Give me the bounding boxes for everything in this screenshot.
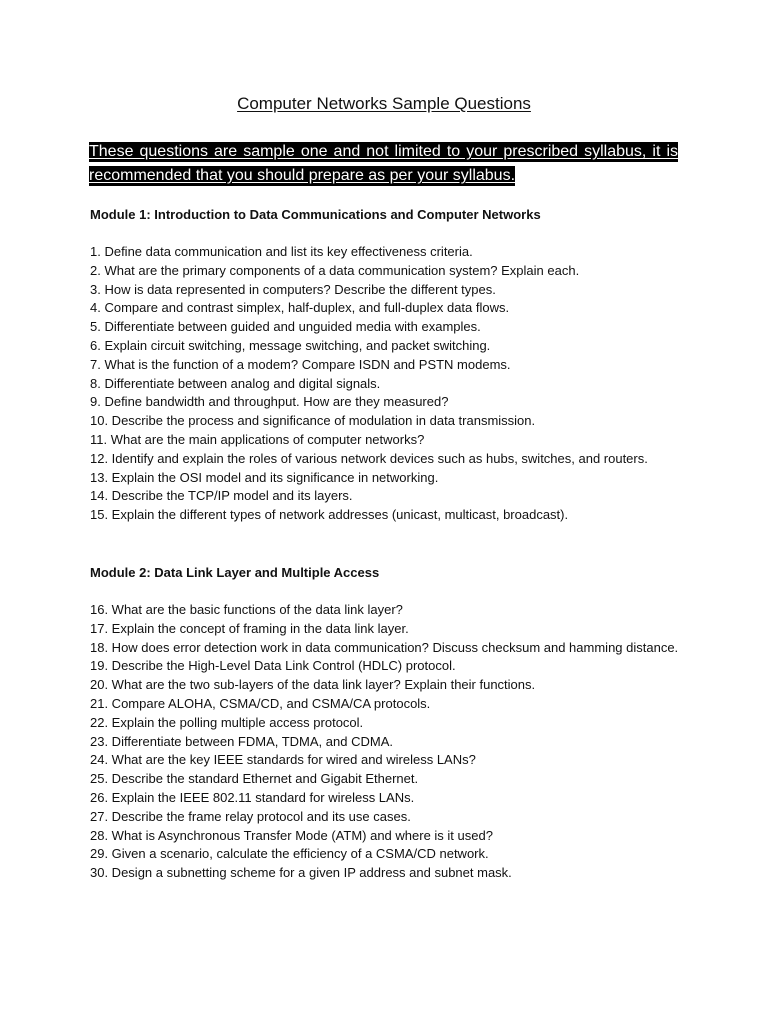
- module-2-heading: Module 2: Data Link Layer and Multiple Access: [90, 565, 380, 580]
- question-item: 26. Explain the IEEE 802.11 standard for wireless LANs.: [90, 789, 415, 805]
- document-title: Computer Networks Sample Questions: [237, 94, 531, 113]
- notice-banner: [89, 140, 678, 188]
- question-item: 21. Compare ALOHA, CSMA/CD, and CSMA/CA protocols.: [90, 695, 431, 711]
- question-item: 19. Describe the High-Level Data Link Control (HDLC) protocol.: [90, 658, 456, 674]
- question-item: 25. Describe the standard Ethernet and Gigabit Ethernet.: [90, 771, 419, 787]
- question-item: 10. Describe the process and significance of modulation in data transmission.: [90, 413, 536, 429]
- question-item: 18. How does error detection work in data communication? Discuss checksum and hamming distance.: [90, 639, 679, 655]
- question-item: 22. Explain the polling multiple access protocol.: [90, 714, 364, 730]
- question-item: 6. Explain circuit switching, message switching, and packet switching.: [90, 337, 491, 353]
- question-item: 15. Explain the different types of network addresses (unicast, multicast, broadcast).: [90, 507, 569, 523]
- question-item: 5. Differentiate between guided and unguided media with examples.: [90, 319, 481, 335]
- question-item: 11. What are the main applications of computer networks?: [90, 431, 425, 447]
- module-1-question-list: [90, 243, 680, 525]
- question-item: 2. What are the primary components of a data communication system? Explain each.: [90, 262, 580, 278]
- question-item: 9. Define bandwidth and throughput. How are they measured?: [90, 394, 449, 410]
- question-item: 20. What are the two sub-layers of the data link layer? Explain their functions.: [90, 677, 536, 693]
- question-item: 1. Define data communication and list its key effectiveness criteria.: [90, 244, 473, 259]
- question-item: 16. What are the basic functions of the data link layer?: [90, 602, 403, 617]
- question-item: 12. Identify and explain the roles of various network devices such as hubs, switches, and routers.: [90, 450, 648, 466]
- question-item: 13. Explain the OSI model and its significance in networking.: [90, 469, 439, 485]
- question-item: 17. Explain the concept of framing in the data link layer.: [90, 620, 409, 636]
- question-item: 29. Given a scenario, calculate the efficiency of a CSMA/CD network.: [90, 846, 489, 862]
- question-item: 7. What is the function of a modem? Compare ISDN and PSTN modems.: [90, 356, 511, 372]
- question-item: 23. Differentiate between FDMA, TDMA, and CDMA.: [90, 733, 393, 749]
- module-1-section: [90, 206, 680, 525]
- question-item: 4. Compare and contrast simplex, half-duplex, and full-duplex data flows.: [90, 300, 510, 316]
- question-item: 3. How is data represented in computers? Describe the different types.: [90, 281, 496, 297]
- question-item: 28. What is Asynchronous Transfer Mode (ATM) and where is it used?: [90, 827, 493, 843]
- module-1-heading: Module 1: Introduction to Data Communications and Computer Networks: [90, 207, 541, 222]
- question-item: 27. Describe the frame relay protocol and its use cases.: [90, 808, 411, 824]
- module-2-section: [90, 564, 680, 883]
- module-2-question-list: [90, 601, 680, 883]
- notice-text: These questions are sample one and not limited to your prescribed syllabus, it is recommended that you should prepare as per your syllabus.: [89, 143, 678, 184]
- question-item: 14. Describe the TCP/IP model and its layers.: [90, 488, 353, 504]
- question-item: 8. Differentiate between analog and digital signals.: [90, 375, 381, 391]
- question-item: 30. Design a subnetting scheme for a given IP address and subnet mask.: [90, 865, 512, 881]
- question-item: 24. What are the key IEEE standards for wired and wireless LANs?: [90, 752, 476, 768]
